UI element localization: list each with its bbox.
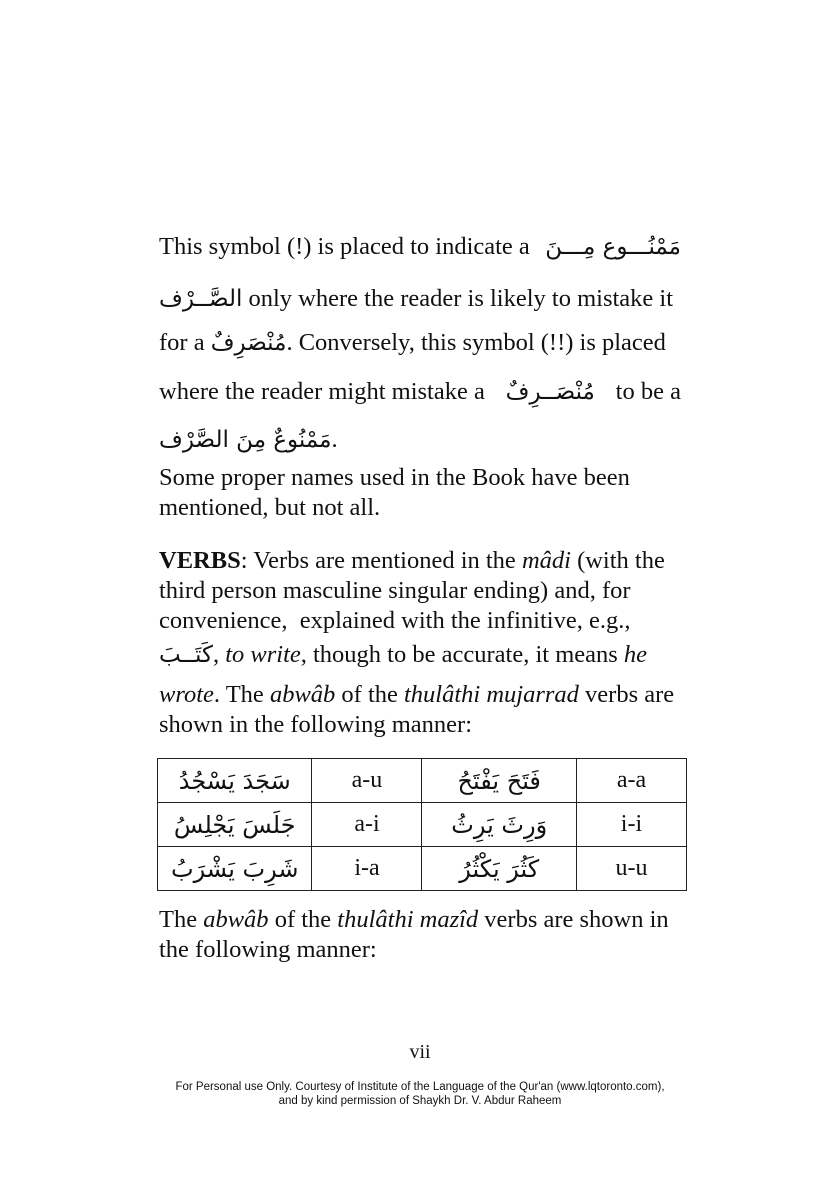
arabic-mamnu-min-al-sarf: مَمْنُوعٌ مِنَ الصَّرْف [159,427,332,453]
table-cell-pattern: a-a [576,759,686,803]
para2-line1 [159,463,681,493]
after-table-abwab: abwâb [203,906,269,933]
after-table-line1 [159,905,681,935]
verbs-line2-text: third person masculine singular ending) and, for [159,577,631,604]
arabic-al-sarf: الصَّــرْف [159,286,243,312]
para1-line2 [159,284,681,314]
verbs-line5-c: verbs are [585,681,675,708]
verbs-wrote: wrote [159,681,214,708]
verbs-line6-text: shown in the following manner: [159,711,473,738]
table-cell-pattern: u-u [576,847,686,891]
arabic-kataba: كَتَــبَ [159,642,213,668]
para1-line3-pre: for a [159,329,205,356]
para2-line2 [159,493,681,523]
para1-line4-text: where the reader might mistake a [159,378,485,405]
para1-line3 [159,328,681,358]
para1-line3-post: . Conversely, this symbol (!!) is placed [286,329,666,356]
verbs-line5-b: of the [341,681,398,708]
arabic-munsarif-1: مُنْصَرِفٌ [210,330,287,356]
verbs-line1-b: (with the [577,547,665,574]
table-cell-pattern: i-a [312,847,422,891]
para2-line2-text: mentioned, but not all. [159,494,381,521]
table-cell-pattern: a-u [312,759,422,803]
table-cell-arabic: وَرِثَ يَرِثُ [422,803,576,847]
table-cell-arabic: جَلَسَ يَجْلِسُ [158,803,312,847]
arabic-mamnu-min: مَمْنُـــوع مِـــنَ [545,234,681,260]
verbs-line4 [159,640,681,670]
table-cell-arabic: شَرِبَ يَشْرَبُ [158,847,312,891]
table-cell-pattern: i-i [576,803,686,847]
para2-line1-text: Some proper names used in the Book have been [159,464,630,491]
abwab-table [157,758,687,891]
table-cell-arabic: سَجَدَ يَسْجُدُ [158,759,312,803]
arabic-munsarif-2: مُنْصَــرِفٌ [505,379,595,405]
para1-line2-text: only where the reader is likely to mistake it [248,285,674,312]
verbs-line3 [159,606,681,636]
after-table-b: of the [274,906,332,933]
verbs-line4-b: , though to be accurate, it means [300,641,618,668]
footer-notice [0,1080,840,1108]
after-table-a: The [159,906,198,933]
after-table-line2-text: the following manner: [159,936,377,963]
para1-line1 [159,232,681,262]
verbs-line1 [159,546,681,576]
after-table-thulathi-mazid: thulâthi mazîd [337,906,479,933]
para1-line4-post: to be a [615,378,681,405]
table-cell-arabic: فَتَحَ يَفْتَحُ [422,759,576,803]
verbs-line1-a: : Verbs are mentioned in the [240,547,516,574]
para1-line5-post: . [331,426,338,453]
page-number: vii [409,1041,431,1063]
verbs-thulathi-mujarrad: thulâthi mujarrad [404,681,579,708]
para1-line4 [159,377,681,407]
verbs-madi-term: mâdi [521,547,571,574]
para1-line1-text: This symbol (!) is placed to indicate a [159,233,530,260]
footer-line2: and by kind permission of Shaykh Dr. V. Abdur Raheem [278,1095,562,1107]
verbs-line3-text: convenience, explained with the infinitive, e.g., [159,607,631,634]
table-row [158,847,687,891]
verbs-heading: VERBS [159,547,241,574]
table-cell-pattern: a-i [312,803,422,847]
table-row [158,759,687,803]
verbs-abwab: abwâb [269,681,336,708]
verbs-line2 [159,576,681,606]
verbs-line5-a: . The [213,681,264,708]
verbs-to-write: to write [225,641,301,668]
after-table-line2 [159,935,681,965]
verbs-line5 [159,680,681,710]
verbs-line4-comma: , [212,641,220,668]
verbs-he: he [623,641,648,668]
footer-line1: For Personal use Only. Courtesy of Institute of the Language of the Qur'an (www.lqtoronto.com), [175,1081,665,1093]
after-table-c: verbs are shown in [484,906,669,933]
table-cell-arabic: كَثُرَ يَكْثُرُ [422,847,576,891]
table-row [158,803,687,847]
para1-line5 [159,425,681,455]
verbs-line6 [159,710,681,740]
